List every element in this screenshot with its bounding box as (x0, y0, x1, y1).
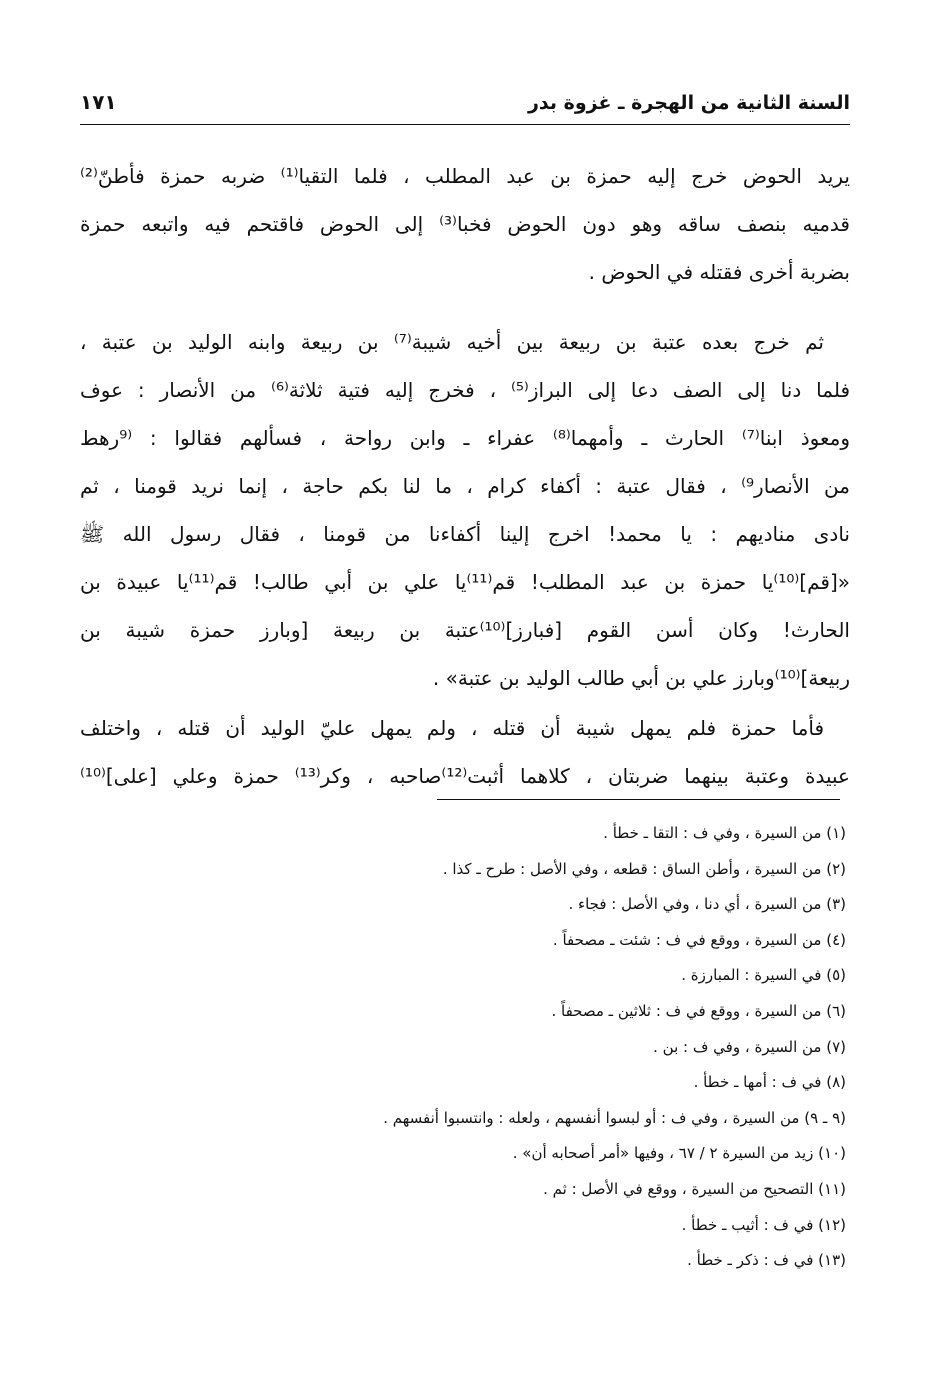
footnote-item: (٩ ـ ٩) من السيرة ، وفي ف : أو لبسوا أنفسهم ، ولعله : وانتسبوا أنفسهم . (383, 1108, 846, 1127)
footnote-divider (437, 799, 840, 800)
footnote-item: (٧) من السيرة ، وفي ف : بن . (653, 1037, 846, 1056)
footnote-item: (١٣) في ف : ذكر ـ خطأ . (687, 1251, 846, 1270)
footnote-item: (٢) من السيرة ، وأطن الساق : قطعه ، وفي الأصل : طرح ـ كذا . (442, 859, 846, 878)
footnote-item: (٣) من السيرة ، أي دنا ، وفي الأصل : فجاء . (568, 895, 846, 914)
text-line: نادى مناديهم : يا محمد! اخرج إلينا أكفاءنا من قومنا ، فقال رسول الله ﷺ (80, 522, 850, 546)
paragraph-3 (80, 704, 850, 800)
paragraph-1 (80, 152, 850, 296)
header-divider (80, 124, 850, 125)
text-line: بضربة أخرى فقتله في الحوض . (588, 260, 850, 284)
text-line: «[قم]⁽¹⁰⁾يا حمزة بن عبد المطلب! قم⁽¹¹⁾يا علي بن أبي طالب! قم⁽¹¹⁾يا عبيدة بن (80, 570, 850, 594)
text-line: ثم خرج بعده عتبة بن ربيعة بين أخيه شيبة⁽⁷⁾ بن ربيعة وابنه الوليد بن عتبة ، (80, 330, 824, 354)
footnote-item: (١١) التصحيح من السيرة ، ووقع في الأصل : ثم . (543, 1179, 846, 1198)
text-line: عبيدة وعتبة بينهما ضربتان ، كلاهما أثبت⁽¹²⁾صاحبه ، وكر⁽¹³⁾ حمزة وعلي [على]⁽¹⁰⁾ (80, 764, 850, 788)
running-title: السنة الثانية من الهجرة ـ غزوة بدر (527, 92, 850, 114)
page-header (80, 88, 850, 124)
footnote-item: (١) من السيرة ، وفي ف : التقا ـ خطأ . (603, 824, 846, 842)
text-line: من الأنصار⁹⁾ ، فقال عتبة : أكفاء كرام ، ما لنا بكم حاجة ، إنما نريد قومنا ، ثم (80, 474, 850, 498)
page-number: ١٧١ (80, 90, 117, 114)
text-line: قدميه بنصف ساقه وهو دون الحوض فخبا⁽³⁾ إلى الحوض فاقتحم فيه واتبعه حمزة (80, 212, 850, 236)
text-line: فأما حمزة فلم يمهل شيبة أن قتله ، ولم يمهل عليّ الوليد أن قتله ، واختلف (80, 716, 824, 740)
footnote-item: (٥) في السيرة : المبارزة . (681, 966, 846, 985)
text-line: فلما دنا إلى الصف دعا إلى البراز⁽⁵⁾ ، فخرج إليه فتية ثلاثة⁽⁶⁾ من الأنصار : عوف (80, 378, 850, 402)
text-line: الحارث! وكان أسن القوم [فبارز]⁽¹⁰⁾عتبة بن ربيعة [وبارز حمزة شيبة بن (80, 618, 850, 642)
footnote-item: (١٠) زيد من السيرة ٢ / ٦٧ ، وفيها «أمر أصحابه أن» . (512, 1144, 846, 1163)
footnotes (80, 816, 850, 1279)
footnote-item: (٨) في ف : أمها ـ خطأ . (693, 1073, 846, 1092)
text-line: يريد الحوض خرج إليه حمزة بن عبد المطلب ، فلما التقيا⁽¹⁾ ضربه حمزة فأطنّ⁽²⁾ (80, 164, 850, 188)
footnote-item: (١٢) في ف : أثيب ـ خطأ . (681, 1215, 846, 1234)
text-line: ربيعة]⁽¹⁰⁾وبارز علي بن أبي طالب الوليد بن عتبة» . (432, 666, 850, 690)
footnote-item: (٤) من السيرة ، ووقع في ف : شئت ـ مصحفاً . (552, 930, 846, 949)
footnote-item: (٦) من السيرة ، ووقع في ف : ثلاثين ـ مصحفاً . (551, 1001, 846, 1020)
text-line: ومعوذ ابنا⁽⁷⁾ الحارث ـ وأمهما⁽⁸⁾ عفراء ـ وابن رواحة ، فسألهم فقالوا : ⁽⁹رهط (80, 426, 850, 450)
paragraph-2 (80, 318, 850, 702)
